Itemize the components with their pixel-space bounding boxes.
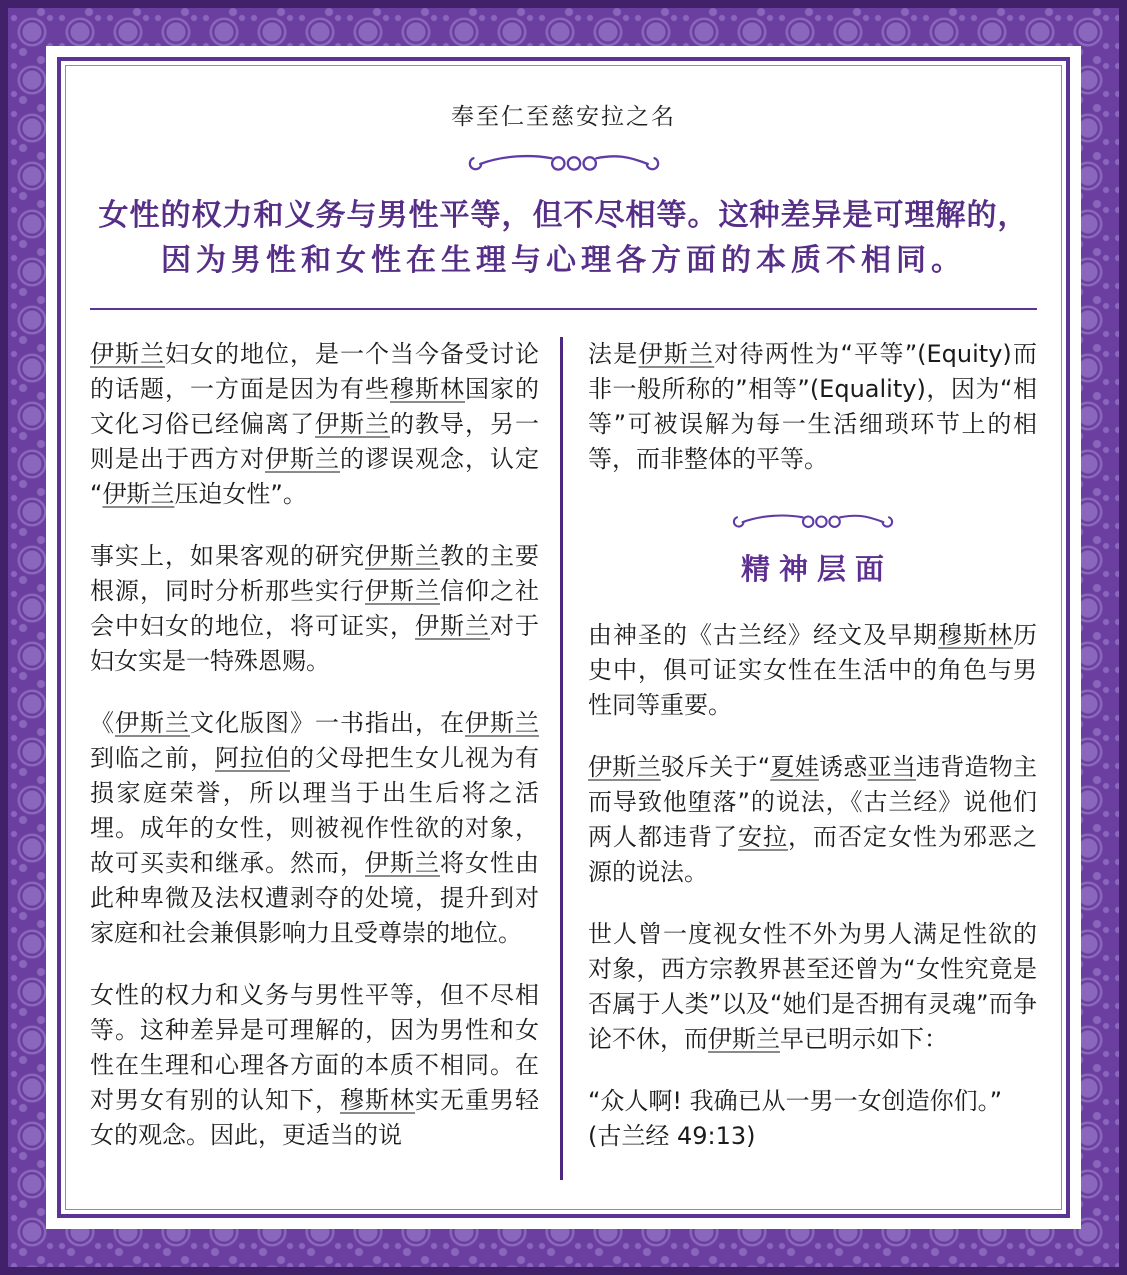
text-run: 对待两性为“平等”(Equity)而非一般所称的”相等”(Equality)，因为“相等”可被误解为每一生活细琐环节上的相等，而非整体的平等。 [588,340,1038,473]
paragraph [588,917,1037,1057]
title-line-1: 女性的权力和义务与男性平等，但不尽相等。这种差异是可理解的， [98,198,1029,233]
paragraph [90,337,539,512]
text-run: 的谬误观念，认定“ [90,445,539,508]
text-run: 世人曾一度视女性不外为男人满足性欲的对象，西方宗教界甚至还曾为“女性究竟是否属于人类”以及“她们是否拥有灵魂”而争论不休，而 [588,920,1037,1053]
paragraph [588,337,1037,477]
two-column-body [90,337,1037,1180]
text-run: 对于妇女实是一特殊恩赐。 [90,612,539,675]
text-run: 法是 [588,340,639,368]
section-heading: 精神层面 [740,552,893,586]
quote-source: (古兰经 49:13) [588,1122,756,1150]
text-run: 信仰之社会中妇女的地位，将可证实， [90,577,539,640]
paragraph [588,750,1037,890]
paragraph [90,539,539,679]
page-title [90,193,1037,283]
proper-noun-underlined: 伊斯兰 [102,480,175,508]
text-run: 女性的权力和义务与男性平等，但不尽相等。这种差异是可理解的，因为男性和女性在生理和心理各方面的本质不相同。在对男女有别的认知下， [90,981,539,1114]
paper [46,46,1081,1229]
proper-noun-underlined: 伊斯兰 [315,410,390,438]
proper-noun-underlined: 伊斯兰 [115,709,190,737]
text-run: 教的主要根源，同时分析那些实行 [90,542,539,605]
text-run: 实无重男轻女的观念。因此，更适当的说 [90,1086,539,1149]
proper-noun-underlined: 穆斯林 [390,375,465,403]
text-run: ，而否定女性为邪恶之源的说法。 [588,823,1037,886]
paragraph [588,618,1037,723]
left-column [90,337,563,1180]
proper-noun-underlined: 伊斯兰 [90,340,165,368]
text-run: 的教导，另一则是出于西方对 [90,410,539,473]
bismillah-text: 奉至仁至慈安拉之名 [451,104,676,130]
flourish-divider-icon [588,504,1037,537]
proper-noun-underlined: 夏娃 [770,753,819,781]
text-run: 早已明示如下： [780,1025,948,1053]
text-run: 违背造物主而导致他堕落”的说法，《古兰经》说他们两人都违背了 [588,753,1038,851]
text-run: 事实上，如果客观的研究 [90,542,365,570]
proper-noun-underlined: 阿拉伯 [215,744,290,772]
quran-quote: “众人啊! 我确已从一男一女创造你们。” [588,1087,1003,1115]
proper-noun-underlined: 安拉 [738,823,788,851]
text-run: 驳斥关于“ [660,753,771,781]
proper-noun-underlined: 伊斯兰 [265,445,340,473]
right-column [563,337,1037,1180]
text-run: 妇女的地位，是一个当今备受讨论的话题，一方面是因为有些 [90,340,539,403]
text-run: 文化版图》一书指出，在 [190,709,465,737]
text-run: 诱惑 [818,753,868,781]
text-run: 压迫女性”。 [174,480,307,508]
proper-noun-underlined: 穆斯林 [340,1086,415,1114]
proper-noun-underlined: 伊斯兰 [638,340,715,368]
text-run: 国家的文化习俗已经偏离了 [90,375,539,438]
text-run: 《 [90,709,115,737]
proper-noun-underlined: 伊斯兰 [588,753,661,781]
proper-noun-underlined: 穆斯林 [938,621,1013,649]
paragraph [90,978,539,1153]
page-content [90,76,1037,1203]
text-run: 将女性由此种卑微及法权遭剥夺的处境，提升到对家庭和社会兼俱影响力且受尊崇的地位。 [90,849,539,947]
proper-noun-underlined: 伊斯兰 [465,709,539,737]
title-rule [90,308,1037,310]
text-run: 由神圣的《古兰经》经文及早期 [588,621,938,649]
flourish-divider-icon [90,143,1037,181]
text-run: 历史中，俱可证实女性在生活中的角色与男性同等重要。 [588,621,1037,719]
proper-noun-underlined: 伊斯兰 [365,849,440,877]
proper-noun-underlined: 伊斯兰 [365,542,440,570]
proper-noun-underlined: 伊斯兰 [415,612,490,640]
proper-noun-underlined: 伊斯兰 [708,1025,780,1053]
text-run: 到临之前， [90,744,215,772]
paragraph [90,706,539,951]
text-run: 的父母把生女儿视为有损家庭荣誉，所以理当于出生后将之活埋。成年的女性，则被视作性欲的对象，故可买卖和继承。然而， [90,744,539,877]
proper-noun-underlined: 亚当 [867,753,917,781]
title-line-2: 因为男性和女性在生理与心理各方面的本质不相同。 [161,243,966,278]
proper-noun-underlined: 伊斯兰 [365,577,440,605]
